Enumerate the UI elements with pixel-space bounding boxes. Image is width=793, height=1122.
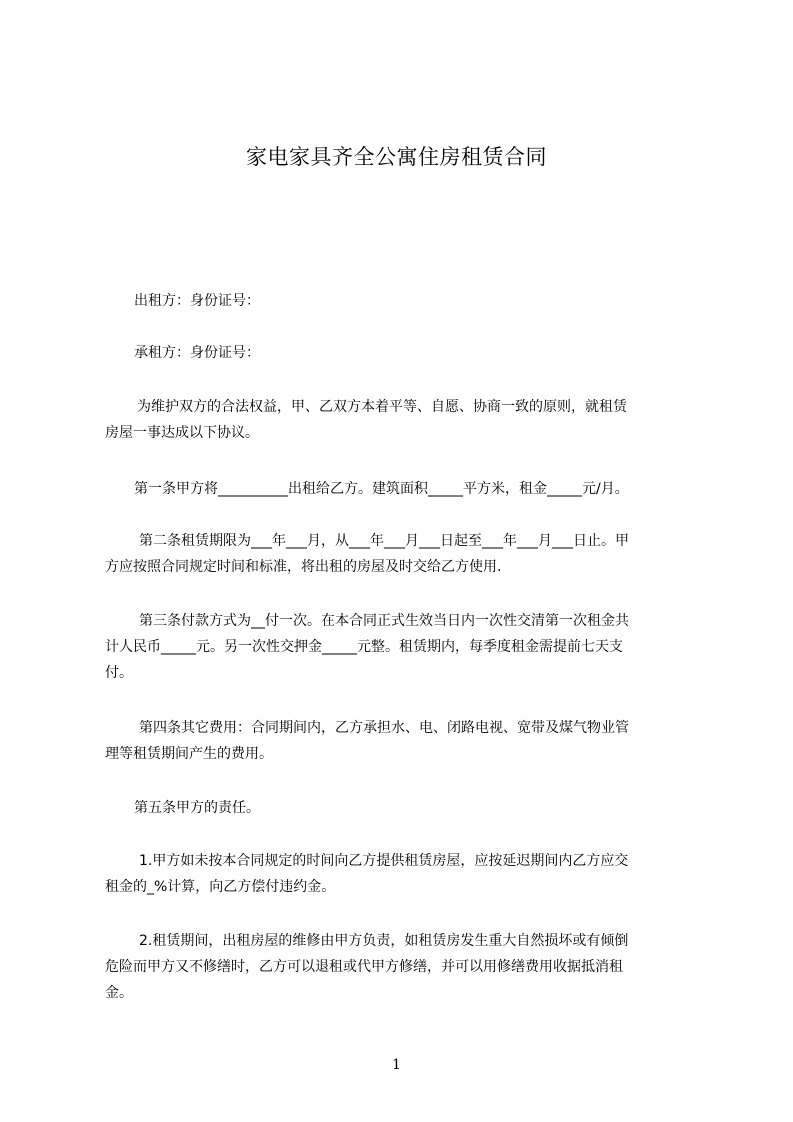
lessee-line: [134, 340, 706, 366]
lessor-line: [134, 288, 706, 314]
intro-line-2: 房屋一事达成以下协议。: [105, 425, 259, 441]
page-number: 1: [392, 1057, 401, 1073]
article-3-line-3: 付。: [105, 665, 133, 681]
article-1: [134, 476, 706, 502]
article-5-item-1-line-1: 1.甲方如未按本合同规定的时间向乙方提供租赁房屋，应按延迟期间内乙方应交: [139, 853, 629, 869]
article-5-item-2-line-2: 危险而甲方又不修缮时，乙方可以退租或代甲方修缮，并可以用修缮费用收据抵消租: [105, 959, 623, 975]
intro-paragraph: [105, 394, 705, 446]
article-5-heading: [134, 795, 706, 821]
article-3-line-1: 第三条付款方式为__付一次。在本合同正式生效当日内一次性交清第一次租金共: [139, 613, 629, 629]
article-4: [105, 715, 705, 767]
article-5-item-1: [105, 848, 705, 900]
article-2-line-2: 方应按照合同规定时间和标准，将出租的房屋及时交给乙方使用.: [105, 559, 502, 575]
article-5-heading-text: 第五条甲方的责任。: [134, 800, 260, 816]
article-5-item-2-line-3: 金。: [105, 985, 133, 1001]
article-4-line-2: 理等租赁期间产生的费用。: [105, 746, 273, 762]
document-title: 家电家具齐全公寓住房租赁合同: [246, 145, 547, 169]
intro-line-1: 为维护双方的合法权益，甲、乙双方本着平等、自愿、协商一致的原则，就租赁: [137, 399, 627, 415]
article-3-line-2: 计人民币_____元。另一次性交押金_____元整。租赁期内，每季度租金需提前七天支: [105, 639, 623, 655]
article-2-line-1: 第二条租赁期限为___年___月，从___年___月___日起至___年___月___日止。甲: [139, 533, 629, 549]
lessor-text: 出租方：身份证号：: [134, 293, 260, 309]
article-5-item-2: [105, 928, 705, 1006]
article-4-line-1: 第四条其它费用：合同期间内，乙方承担水、电、闭路电视、宽带及煤气物业管: [139, 720, 629, 736]
article-3: [105, 608, 705, 686]
article-2: [105, 528, 705, 580]
lessee-text: 承租方：身份证号：: [134, 345, 260, 361]
article-5-item-2-line-1: 2.租赁期间，出租房屋的维修由甲方负责，如租赁房发生重大自然损坏或有倾倒: [139, 933, 629, 949]
article-5-item-1-line-2: 租金的_%计算，向乙方偿付违约金。: [105, 879, 336, 895]
article-1-text: 第一条甲方将__________出租给乙方。建筑面积_____平方米，租金_____元/月。: [134, 481, 629, 497]
